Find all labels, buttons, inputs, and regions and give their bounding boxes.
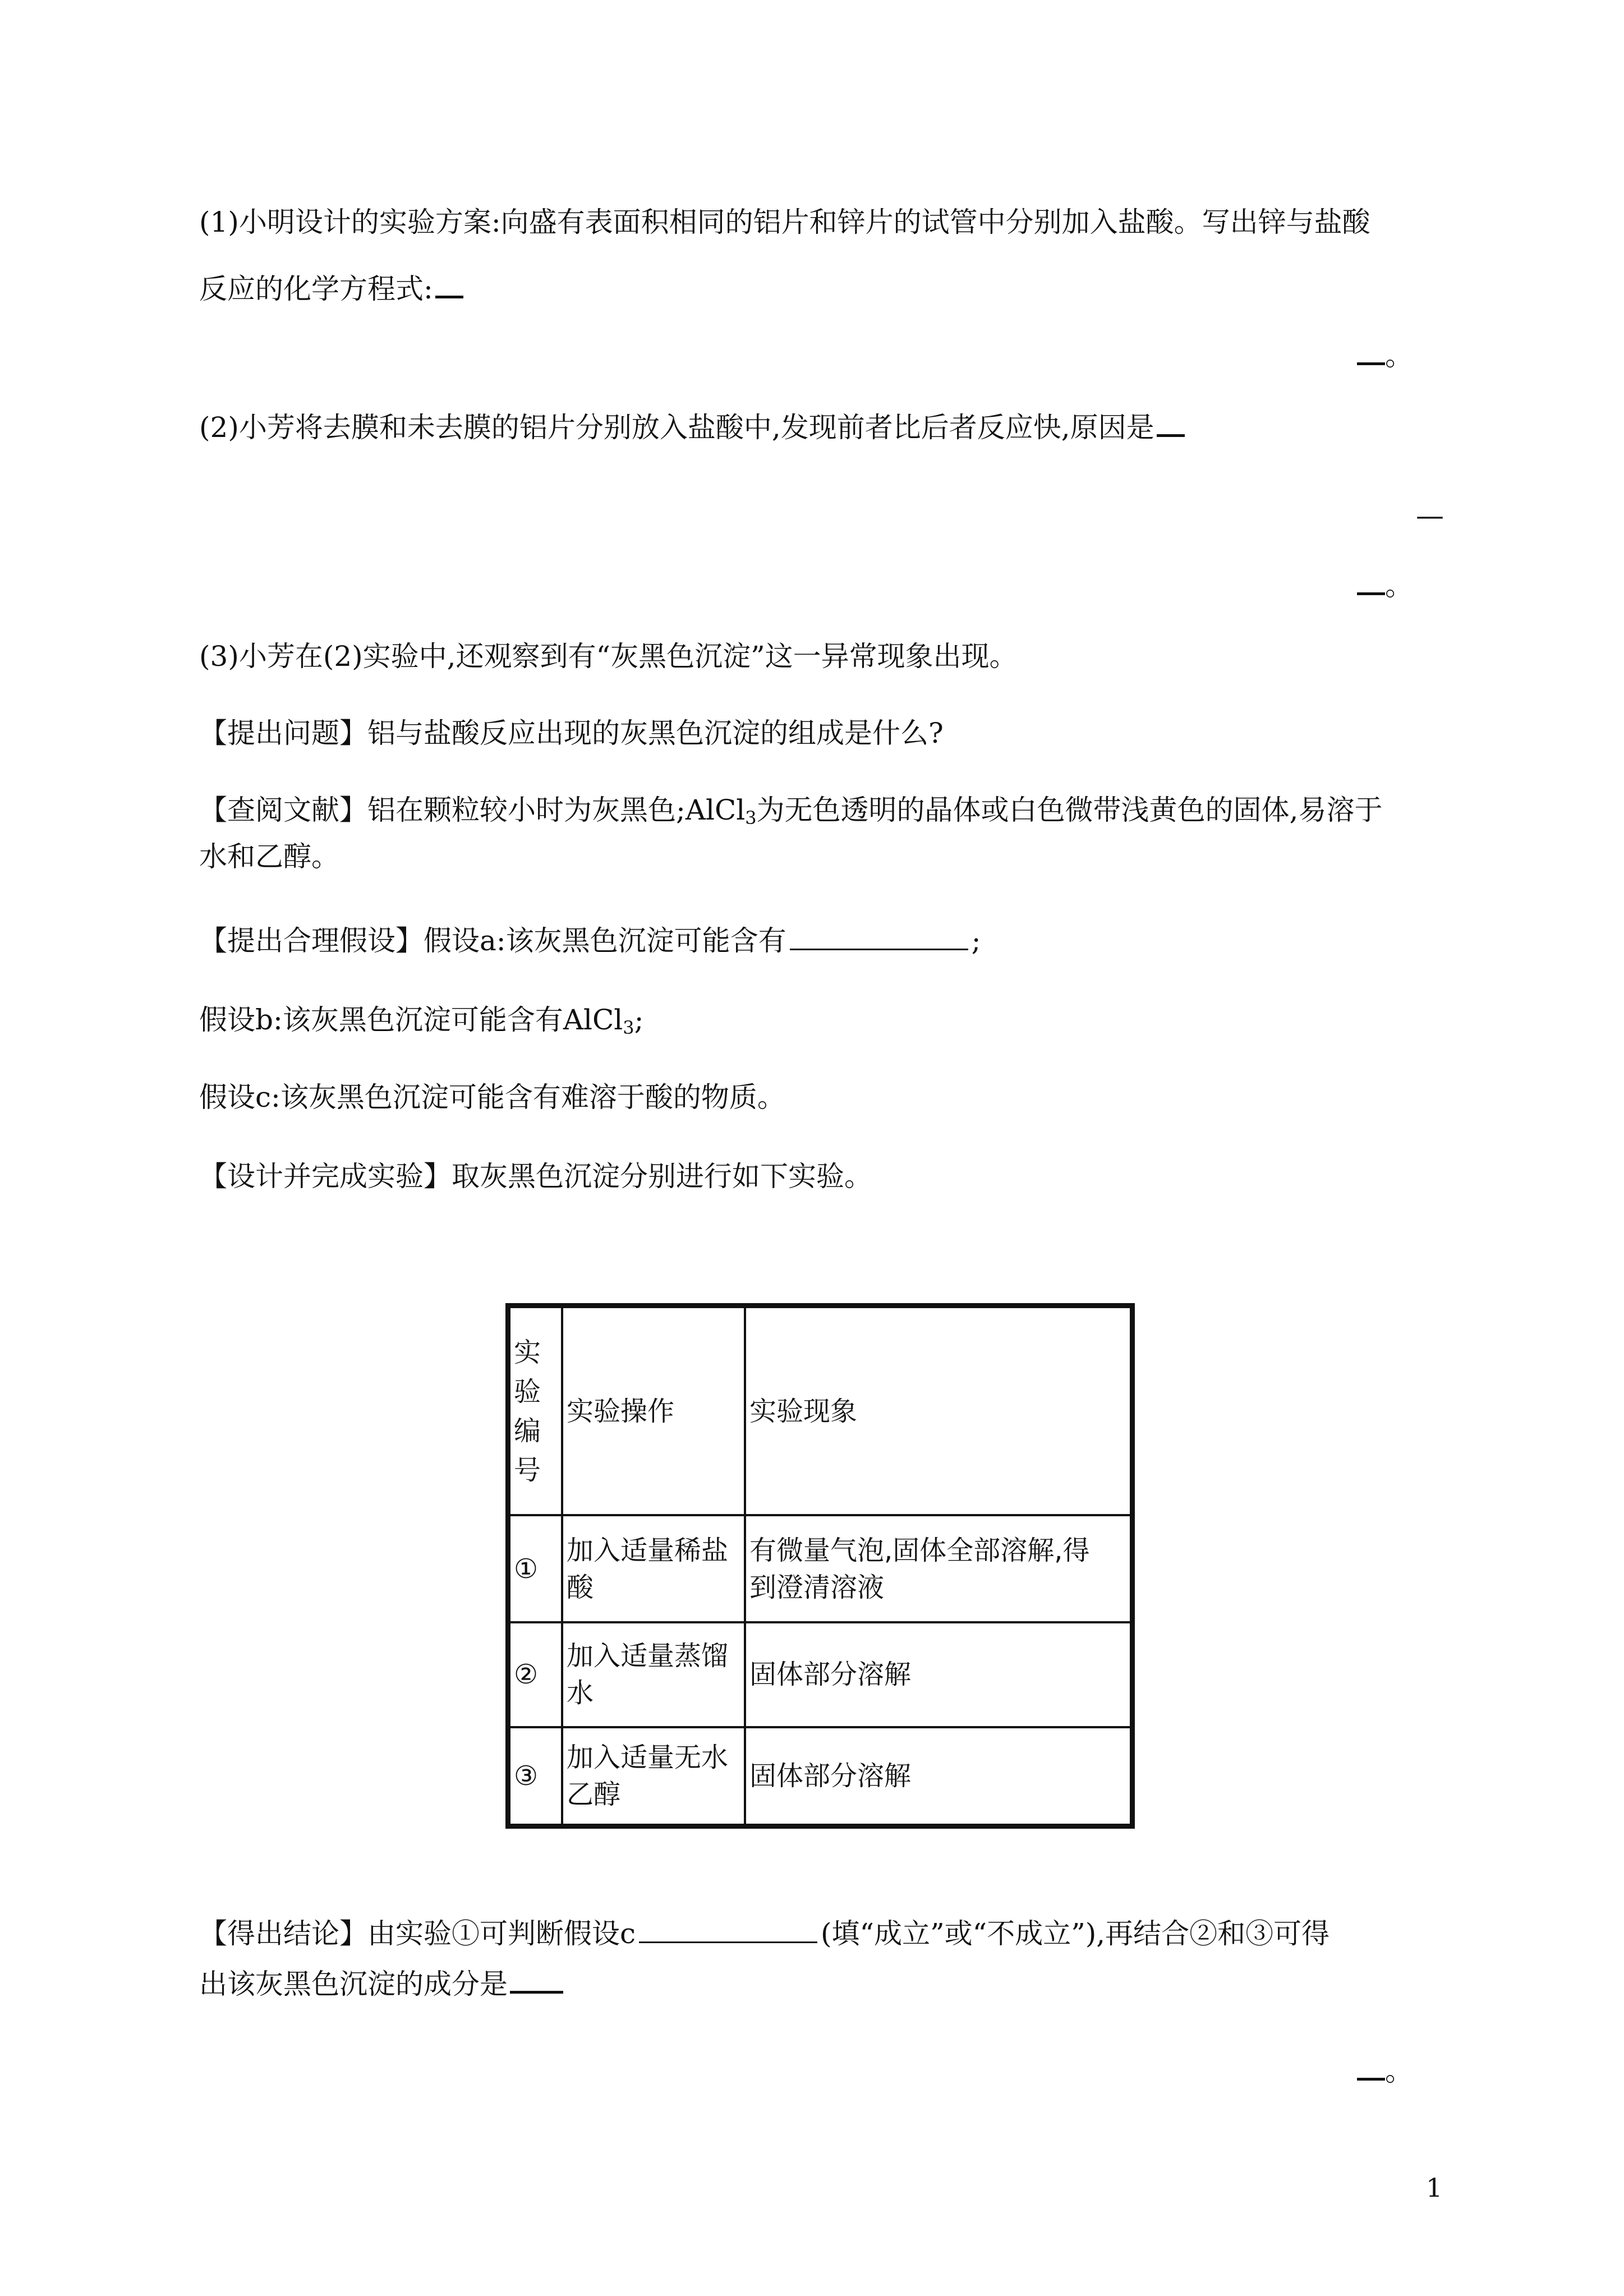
- row-phenomenon-line: 有微量气泡,固体全部溶解,得: [749, 1534, 1090, 1566]
- row-operation-line: 乙醇: [567, 1778, 621, 1810]
- row-phenomenon: 固体部分溶解: [745, 1622, 1133, 1727]
- header-num-char: 实: [514, 1336, 541, 1368]
- q1-answer-blank-end[interactable]: [1357, 340, 1385, 365]
- design-text: 取灰黑色沉淀分别进行如下实验。: [452, 1160, 872, 1193]
- hypothesis-a-text: 假设a:该灰黑色沉淀可能含有: [424, 924, 786, 957]
- header-num-char: 编: [514, 1415, 541, 1447]
- table-row: [508, 1622, 1133, 1727]
- header-phenomenon-cell: 实验现象: [745, 1306, 1133, 1516]
- literature-text-a: 铝在颗粒较小时为灰黑色;AlCl: [367, 794, 746, 826]
- literature-line-2: 水和乙醇。: [199, 840, 339, 873]
- header-num-char: 验: [514, 1375, 541, 1407]
- q1-answer-blank[interactable]: [435, 273, 463, 298]
- conclusion-line-1: [199, 1916, 1329, 1952]
- question-line: [199, 715, 944, 751]
- question-text: 铝与盐酸反应出现的灰黑色沉淀的组成是什么?: [367, 717, 944, 749]
- page-number: 1: [1426, 2173, 1443, 2203]
- row-number: ③: [508, 1727, 563, 1826]
- row-operation: [562, 1515, 745, 1622]
- table-row: [508, 1515, 1133, 1622]
- literature-sub: 3: [745, 807, 757, 829]
- hypothesis-b-line: [199, 1002, 643, 1046]
- q2-answer-end: [1355, 568, 1413, 604]
- q2-answer-blank[interactable]: [1157, 412, 1185, 437]
- row-operation-line: 加入适量无水: [567, 1741, 729, 1773]
- experiment-table: [505, 1303, 1135, 1829]
- conclusion-text-a: 由实验①可判断假设c: [367, 1917, 636, 1950]
- row-operation-line: 酸: [567, 1571, 594, 1603]
- q3-line-1: (3)小芳在(2)实验中,还观察到有“灰黑色沉淀”这一异常现象出现。: [199, 640, 1018, 673]
- conclusion-blank-c[interactable]: [639, 1919, 817, 1943]
- literature-text-b: 为无色透明的晶体或白色微带浅黄色的固体,易溶于: [756, 794, 1383, 826]
- conclusion-text-b: (填“成立”或“不成立”),再结合②和③可得: [821, 1917, 1330, 1950]
- header-number-cell: [508, 1306, 563, 1516]
- hypothesis-b-sub: 3: [623, 1017, 634, 1038]
- q1-line-2: [199, 271, 463, 307]
- q1-end-mark: 。: [1385, 339, 1413, 372]
- table-row: [508, 1727, 1133, 1826]
- row-phenomenon-line: 到澄清溶液: [749, 1571, 885, 1603]
- q2-end-mark: 。: [1385, 569, 1413, 602]
- question-tag: 【提出问题】: [199, 717, 367, 749]
- row-number: ①: [508, 1515, 563, 1622]
- hypothesis-tag: 【提出合理假设】: [199, 924, 424, 957]
- q1-line-2-text: 反应的化学方程式:: [199, 273, 433, 305]
- header-num-char: 号: [514, 1454, 541, 1486]
- table-header-row: [508, 1306, 1133, 1516]
- q1-line-1: (1)小明设计的实验方案:向盛有表面积相同的铝片和锌片的试管中分别加入盐酸。写出锌与盐酸: [199, 206, 1370, 238]
- hypothesis-a-end: ;: [971, 924, 981, 957]
- row-operation-line: 加入适量稀盐: [567, 1534, 729, 1566]
- q2-line-1-text: (2)小芳将去膜和未去膜的铝片分别放入盐酸中,发现前者比后者反应快,原因是: [199, 411, 1154, 444]
- conclusion-answer-blank-end[interactable]: [1357, 2055, 1385, 2081]
- conclusion-line-2: [199, 1966, 563, 2002]
- hypothesis-a-blank[interactable]: [790, 926, 968, 950]
- q2-line-1: [199, 409, 1185, 445]
- header-operation-cell: 实验操作: [562, 1306, 745, 1516]
- row-phenomenon: [745, 1515, 1133, 1622]
- conclusion-tag: 【得出结论】: [199, 1917, 367, 1950]
- row-number: ②: [508, 1622, 563, 1727]
- design-tag: 【设计并完成实验】: [199, 1160, 452, 1193]
- conclusion-answer-end: [1355, 2053, 1413, 2089]
- literature-tag: 【查阅文献】: [199, 794, 367, 826]
- hypothesis-b-text: 假设b:该灰黑色沉淀可能含有AlCl: [199, 1004, 623, 1036]
- conclusion-end-mark: 。: [1385, 2055, 1413, 2087]
- q2-answer-blank-end[interactable]: [1357, 570, 1385, 595]
- row-phenomenon: 固体部分溶解: [745, 1727, 1133, 1826]
- row-operation-line: 加入适量蒸馏: [567, 1640, 729, 1672]
- hypothesis-c-line: 假设c:该灰黑色沉淀可能含有难溶于酸的物质。: [199, 1081, 785, 1114]
- q1-answer-end: [1355, 338, 1413, 374]
- row-operation: [562, 1727, 745, 1826]
- row-operation: [562, 1622, 745, 1727]
- hypothesis-a-line: [199, 923, 981, 959]
- literature-line-1: [199, 792, 1382, 836]
- design-line: [199, 1158, 872, 1194]
- hypothesis-b-end: ;: [634, 1004, 644, 1036]
- conclusion-line-2-text: 出该灰黑色沉淀的成分是: [199, 1968, 508, 2000]
- row-operation-line: 水: [567, 1677, 594, 1709]
- conclusion-answer-blank[interactable]: [510, 1968, 563, 1994]
- q2-dash: —: [1416, 499, 1444, 532]
